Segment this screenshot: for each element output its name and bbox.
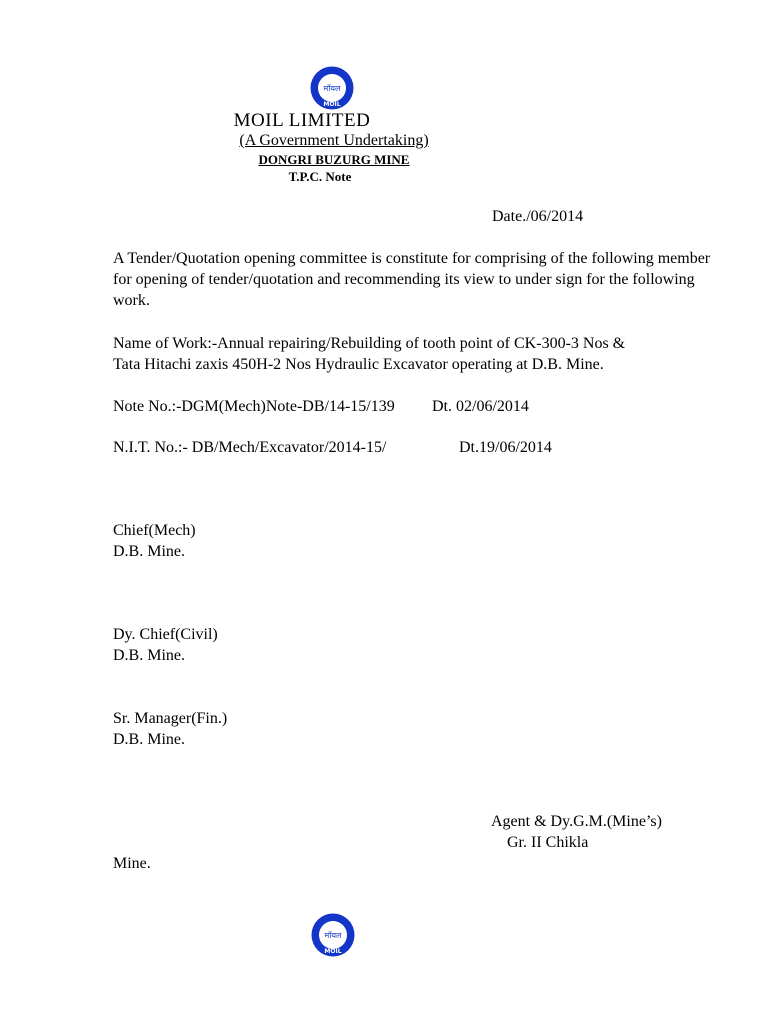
note-date: Dt. 02/06/2014: [432, 398, 529, 415]
moil-logo-bottom: [311, 913, 355, 957]
logo-devanagari: मॉयल: [323, 84, 341, 93]
logo-latin: MOIL: [324, 948, 342, 955]
footer-text: Mine.: [113, 855, 151, 872]
signatory-title: Agent & Dy.G.M.(Mine’s): [491, 813, 662, 830]
company-name: MOIL LIMITED: [233, 110, 371, 131]
member-3-place: D.B. Mine.: [113, 731, 185, 748]
logo-devanagari: मॉयल: [324, 931, 342, 940]
signatory-subtitle: Gr. II Chikla: [507, 834, 589, 851]
moil-logo-top: [310, 66, 354, 110]
member-1-place: D.B. Mine.: [113, 543, 185, 560]
mine-name: DONGRI BUZURG MINE: [258, 152, 410, 167]
work-line-2: Tata Hitachi zaxis 450H-2 Nos Hydraulic Excavator operating at D.B. Mine.: [113, 356, 604, 373]
logo-latin: MOIL: [323, 101, 341, 108]
member-3-title: Sr. Manager(Fin.): [113, 710, 228, 727]
note-title: T.P.C. Note: [288, 169, 352, 184]
work-line-1: Name of Work:-Annual repairing/Rebuilding of tooth point of CK-300-3 Nos &: [113, 335, 626, 352]
undertaking-line: (A Government Undertaking): [239, 132, 429, 149]
date-line: Date./06/2014: [492, 208, 584, 225]
nit-number: N.I.T. No.:- DB/Mech/Excavator/2014-15/: [113, 439, 387, 456]
note-number: Note No.:-DGM(Mech)Note-DB/14-15/139: [113, 398, 395, 415]
member-1-title: Chief(Mech): [113, 522, 196, 539]
intro-paragraph: A Tender/Quotation opening committee is constitute for comprising of the following member for opening of tender/quotation and recommending its view to under sign for the following work.: [113, 250, 711, 309]
member-2-place: D.B. Mine.: [113, 647, 185, 664]
nit-date: Dt.19/06/2014: [459, 439, 552, 456]
member-2-title: Dy. Chief(Civil): [113, 626, 218, 643]
